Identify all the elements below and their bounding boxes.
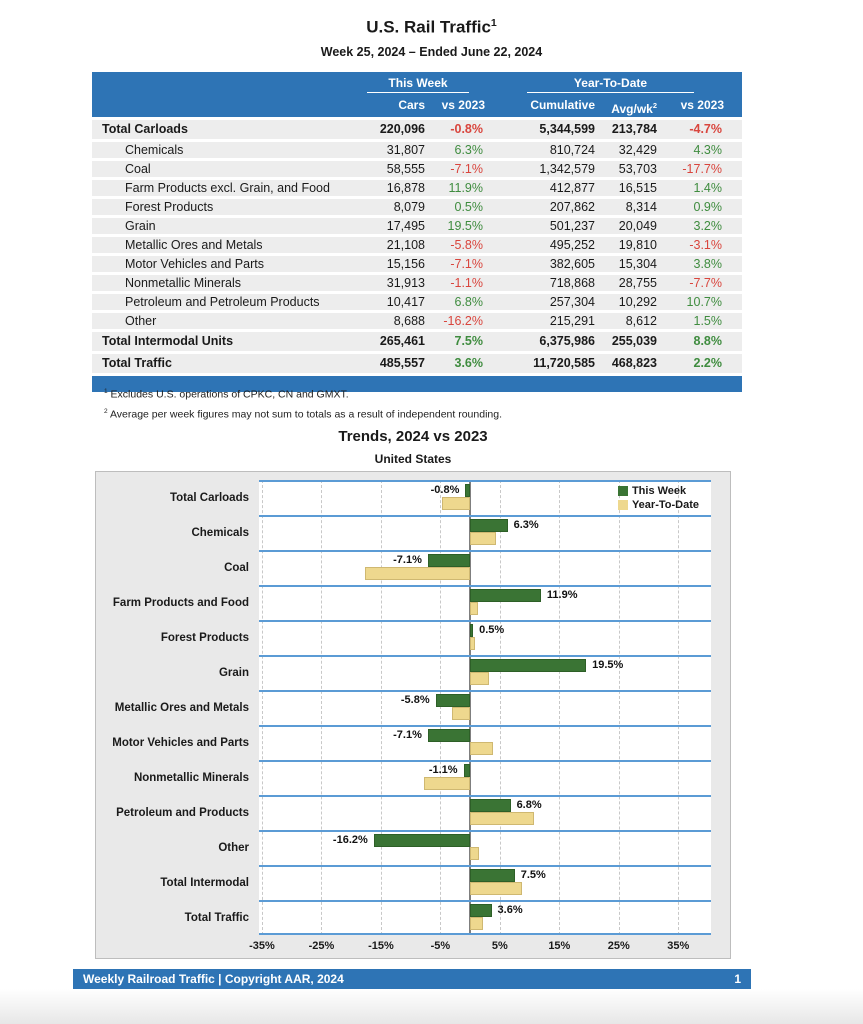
row-pad [730, 199, 742, 215]
legend-swatch [618, 500, 628, 510]
category-label: Farm Products and Food [112, 596, 249, 609]
legend-item-year-to-date [618, 499, 699, 511]
bar-value-label: -7.1% [393, 729, 422, 741]
x-axis-tick: -15% [368, 940, 394, 952]
row-label: Total Traffic [102, 356, 172, 370]
rail-traffic-table [92, 72, 742, 392]
page-subtitle: Week 25, 2024 – Ended June 22, 2024 [320, 45, 543, 59]
vs-2023-week-value: -0.8% [450, 122, 483, 136]
ytd-bar [452, 707, 470, 720]
row-pad [730, 256, 742, 272]
row-label: Metallic Ores and Metals [125, 238, 263, 252]
cars-value: 58,555 [386, 162, 425, 176]
vs-2023-week-value: -1.1% [450, 276, 483, 290]
ytd-bar [470, 847, 479, 860]
x-axis-tick: 25% [607, 940, 630, 952]
category-label: Grain [218, 666, 249, 679]
table-row [92, 256, 742, 272]
page-footer [73, 969, 751, 989]
ytd-bar [470, 742, 493, 755]
this-week-bar [470, 519, 507, 532]
footnote-1-text: Excludes U.S. operations of CPKC, CN and GMXT. [110, 388, 349, 401]
column-header-vs2023-ytd: vs 2023 [680, 98, 724, 112]
vs-2023-ytd-value: -7.7% [689, 276, 722, 290]
vs-2023-week-value: -5.8% [450, 238, 483, 252]
footnote-2-marker: 2 [104, 407, 108, 415]
footnote-2-text: Average per week figures may not sum to totals as a result of independent rounding. [109, 408, 503, 420]
vs-2023-ytd-value: -3.1% [689, 238, 722, 252]
bar-value-label: 3.6% [497, 904, 523, 916]
avg-per-week-value: 32,429 [618, 143, 657, 157]
band-separator [259, 795, 711, 797]
ytd-bar [470, 917, 483, 930]
band-separator [259, 725, 711, 727]
x-axis-tick: 5% [491, 940, 508, 952]
cars-value: 8,079 [393, 200, 425, 214]
row-label: Coal [125, 162, 151, 176]
x-axis-tick: -25% [308, 940, 335, 952]
category-label: Other [218, 841, 249, 854]
vs-2023-ytd-value: 8.8% [693, 334, 722, 348]
row-label: Other [125, 314, 157, 328]
vs-2023-week-value: -7.1% [450, 162, 483, 176]
footer-text: Weekly Railroad Traffic | Copyright AAR, 2024 [83, 972, 344, 986]
cumulative-value: 207,862 [549, 200, 595, 214]
bar-value-label: 19.5% [592, 659, 624, 671]
row-pad [730, 275, 742, 291]
vs-2023-week-value: 7.5% [454, 334, 483, 348]
this-week-bar [470, 799, 510, 812]
band-separator [259, 933, 711, 935]
group-header-ytd [491, 76, 730, 96]
x-axis-tick: 15% [548, 940, 571, 952]
row-label: Farm Products excl. Grain, and Food [125, 181, 330, 195]
avg-per-week-value: 19,810 [618, 238, 657, 252]
avg-per-week-value: 213,784 [611, 122, 657, 136]
page-title-text: U.S. Rail Traffic [366, 17, 491, 37]
this-week-bar [465, 484, 470, 497]
row-pad [730, 161, 742, 177]
vs-2023-ytd-value: 4.3% [693, 143, 722, 157]
this-week-bar [464, 764, 471, 777]
row-label: Nonmetallic Minerals [125, 276, 242, 290]
ytd-bar [424, 777, 470, 790]
category-label: Total Intermodal [160, 876, 249, 889]
x-axis-tick: -5% [430, 940, 451, 952]
ytd-bar [442, 497, 470, 510]
ytd-bar [365, 567, 470, 580]
ytd-bar [470, 672, 489, 685]
footnotes [104, 388, 502, 427]
row-pad [730, 332, 742, 351]
table-row [92, 237, 742, 253]
table-body [92, 120, 742, 373]
this-week-bar [436, 694, 470, 707]
category-label: Metallic Ores and Metals [114, 701, 249, 714]
band-separator [259, 620, 711, 622]
row-label: Chemicals [125, 143, 184, 157]
row-pad [730, 180, 742, 196]
avg-per-week-label: Avg/wk [611, 102, 653, 116]
chart-subtitle: United States [374, 452, 452, 466]
chart-category-labels [96, 480, 259, 935]
column-header-spacer [92, 96, 345, 119]
cumulative-value: 1,342,579 [539, 162, 595, 176]
bar-value-label: -1.1% [428, 764, 458, 776]
cars-value: 220,096 [379, 122, 425, 136]
cumulative-value: 501,237 [549, 219, 595, 233]
avg-footnote-marker: 2 [652, 101, 657, 110]
cars-value: 265,461 [379, 334, 425, 348]
cars-value: 485,557 [379, 356, 425, 370]
row-label: Grain [125, 219, 156, 233]
column-header-cumulative: Cumulative [530, 98, 595, 112]
avg-per-week-value: 15,304 [618, 257, 657, 271]
table-row [92, 199, 742, 215]
vs-2023-week-value: 6.3% [454, 143, 483, 157]
row-pad [730, 120, 742, 139]
avg-per-week-value: 16,515 [618, 181, 657, 195]
bar-value-label: 0.5% [479, 624, 505, 636]
avg-per-week-value: 8,612 [625, 314, 657, 328]
table-header [92, 72, 742, 117]
avg-per-week-value: 10,292 [618, 295, 657, 309]
ytd-bar [470, 812, 534, 825]
vs-2023-ytd-value: 3.8% [693, 257, 722, 271]
table-row [92, 313, 742, 329]
avg-per-week-value: 28,755 [618, 276, 657, 290]
group-header-this-week-label: This Week [367, 76, 469, 93]
cumulative-value: 495,252 [549, 238, 595, 252]
avg-per-week-value: 20,049 [618, 219, 657, 233]
row-label: Petroleum and Petroleum Products [125, 295, 320, 309]
cars-value: 31,807 [386, 143, 425, 157]
legend-item-this-week [618, 485, 699, 497]
column-header-pad [730, 96, 742, 119]
avg-per-week-value: 8,314 [625, 200, 657, 214]
vs-2023-week-value: -16.2% [443, 314, 483, 328]
table-row [92, 294, 742, 310]
vs-2023-week-value: -7.1% [450, 257, 483, 271]
x-axis-tick: -35% [249, 940, 275, 952]
cars-value: 31,913 [386, 276, 425, 290]
cumulative-value: 11,720,585 [533, 356, 595, 370]
vs-2023-ytd-value: 1.4% [693, 181, 722, 195]
this-week-bar [470, 589, 541, 602]
group-header-ytd-label: Year-To-Date [527, 76, 694, 93]
this-week-bar [428, 729, 470, 742]
cumulative-value: 215,291 [549, 314, 595, 328]
row-pad [730, 237, 742, 253]
page-bottom-fade [0, 989, 863, 1024]
cumulative-value: 382,605 [549, 257, 595, 271]
title-footnote-marker: 1 [490, 17, 497, 29]
bar-value-label: 6.8% [516, 799, 542, 811]
chart-legend [618, 485, 699, 513]
vs-2023-week-value: 11.9% [448, 181, 483, 195]
group-header-this-week [345, 76, 491, 96]
row-label: Total Intermodal Units [102, 334, 234, 348]
vs-2023-week-value: 3.6% [454, 356, 483, 370]
footnote-1-marker: 1 [104, 388, 108, 395]
column-header-cars: Cars [398, 98, 425, 112]
ytd-bar [470, 882, 522, 895]
cumulative-value: 5,344,599 [539, 122, 595, 136]
table-row [92, 354, 742, 373]
table-row [92, 142, 742, 158]
bar-value-label: -5.8% [400, 694, 430, 706]
this-week-bar [470, 869, 515, 882]
table-row [92, 180, 742, 196]
row-label: Forest Products [125, 200, 214, 214]
footer-page-number: 1 [734, 972, 741, 986]
band-separator [259, 515, 711, 517]
band-separator [259, 900, 711, 902]
x-axis-tick: 35% [667, 940, 690, 952]
bar-value-label: -0.8% [430, 484, 460, 496]
bar-value-label: -16.2% [332, 834, 368, 846]
vs-2023-ytd-value: 10.7% [686, 295, 722, 309]
band-separator [259, 830, 711, 832]
this-week-bar [470, 659, 586, 672]
table-row [92, 332, 742, 351]
avg-per-week-value: 468,823 [611, 356, 657, 370]
chart-x-axis [249, 938, 711, 958]
vs-2023-ytd-value: 3.2% [693, 219, 722, 233]
band-separator [259, 585, 711, 587]
cars-value: 16,878 [386, 181, 425, 195]
category-label: Total Traffic [184, 911, 249, 924]
table-row [92, 161, 742, 177]
group-header-pad [730, 76, 742, 96]
vs-2023-week-value: 0.5% [454, 200, 483, 214]
cars-value: 8,688 [393, 314, 425, 328]
chart-title: Trends, 2024 vs 2023 [338, 428, 488, 445]
footnote-1 [104, 388, 502, 401]
row-pad [730, 142, 742, 158]
vs-2023-week-value: 19.5% [447, 219, 483, 233]
legend-label: Year-To-Date [631, 499, 699, 511]
row-pad [730, 294, 742, 310]
band-separator [259, 760, 711, 762]
band-separator [259, 690, 711, 692]
page-title [0, 17, 863, 38]
vs-2023-ytd-value: 0.9% [693, 200, 722, 214]
bar-value-label: 6.3% [513, 519, 539, 531]
band-separator [259, 550, 711, 552]
table-group-header-row [92, 76, 742, 96]
category-label: Motor Vehicles and Parts [112, 736, 249, 749]
category-label: Nonmetallic Minerals [133, 771, 249, 784]
table-column-header-row [92, 96, 742, 115]
this-week-bar [470, 904, 491, 917]
vs-2023-ytd-value: -17.7% [682, 162, 722, 176]
row-pad [730, 354, 742, 373]
row-label: Motor Vehicles and Parts [125, 257, 264, 271]
row-pad [730, 218, 742, 234]
band-separator [259, 655, 711, 657]
bar-value-label: 7.5% [520, 869, 546, 881]
trends-bar-chart [95, 471, 731, 959]
vs-2023-ytd-value: 1.5% [693, 314, 722, 328]
bar-value-label: -7.1% [393, 554, 422, 566]
cumulative-value: 718,868 [549, 276, 595, 290]
cumulative-value: 810,724 [549, 143, 595, 157]
table-row [92, 120, 742, 139]
this-week-bar [374, 834, 470, 847]
group-header-spacer [92, 76, 345, 96]
cars-value: 10,417 [386, 295, 425, 309]
category-label: Coal [224, 561, 249, 574]
cumulative-value: 257,304 [549, 295, 595, 309]
bar-value-label: 11.9% [546, 589, 578, 601]
cars-value: 15,156 [386, 257, 425, 271]
band-separator [259, 480, 711, 482]
avg-per-week-value: 255,039 [611, 334, 657, 348]
category-label: Total Carloads [169, 491, 249, 504]
category-label: Forest Products [160, 631, 249, 644]
vs-2023-ytd-value: 2.2% [693, 356, 722, 370]
cars-value: 17,495 [386, 219, 425, 233]
legend-label: This Week [631, 485, 687, 497]
legend-swatch [618, 486, 628, 496]
ytd-bar [470, 532, 496, 545]
cars-value: 21,108 [386, 238, 425, 252]
avg-per-week-value: 53,703 [618, 162, 657, 176]
chart-plot-area [259, 480, 711, 935]
category-label: Chemicals [191, 526, 249, 539]
vs-2023-week-value: 6.8% [454, 295, 483, 309]
column-header-vs2023-week: vs 2023 [441, 98, 485, 112]
footnote-2 [104, 408, 502, 421]
cumulative-value: 6,375,986 [539, 334, 595, 348]
table-row [92, 218, 742, 234]
category-label: Petroleum and Products [116, 806, 249, 819]
this-week-bar [470, 624, 473, 637]
ytd-bar [470, 602, 478, 615]
band-separator [259, 865, 711, 867]
cumulative-value: 412,877 [549, 181, 595, 195]
row-label: Total Carloads [102, 122, 188, 136]
vs-2023-ytd-value: -4.7% [689, 122, 722, 136]
table-row [92, 275, 742, 291]
ytd-bar [470, 637, 475, 650]
column-header-avg-per-week [603, 96, 665, 119]
row-pad [730, 313, 742, 329]
this-week-bar [428, 554, 470, 567]
